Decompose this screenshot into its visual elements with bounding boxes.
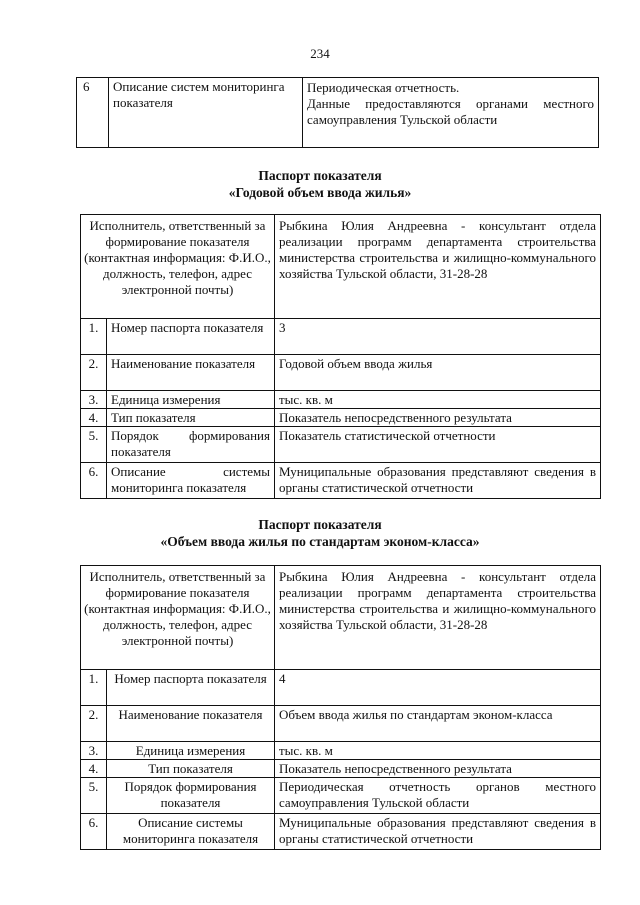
row-value: Муниципальные образования представляют сведения в органы статистической отчетности [275,814,601,850]
table-row [81,409,601,427]
row-label: Единица измерения [107,742,275,760]
row-value: 3 [275,319,601,355]
passport1-title: Паспорт показателя [258,168,382,183]
row-number: 4. [81,760,107,778]
row-label: Наименование показателя [107,706,275,742]
row-number: 3. [81,742,107,760]
table-row [81,742,601,760]
row-number: 5. [81,427,107,463]
row-value: Объем ввода жилья по стандартам эконом-класса [275,706,601,742]
table-row [81,355,601,391]
executor-value: Рыбкина Юлия Андреевна - консультант отдела реализации программ департамента строительства министерства строительства и жилищно-коммунального хозяйства Тульской области, 31-28-28 [275,566,601,670]
table-row [81,778,601,814]
passport1-table [80,214,601,499]
executor-label: Исполнитель, ответственный за формирование показателя (контактная информация: Ф.И.О., должность, телефон, адрес электронной почты) [81,566,275,670]
row-number: 2. [81,355,107,391]
executor-row [81,566,601,670]
page-number: 234 [310,46,330,61]
row-label: Описание системы мониторинга показателя [107,463,275,499]
row-number: 6. [81,463,107,499]
table-row [81,427,601,463]
table-row [81,706,601,742]
row-value: Периодическая отчетность органов местного самоуправления Тульской области [275,778,601,814]
row-label: Тип показателя [107,409,275,427]
passport2-subtitle: «Объем ввода жилья по стандартам эконом-класса» [160,534,480,549]
row-value: Показатель статистической отчетности [275,427,601,463]
row-value: тыс. кв. м [275,742,601,760]
table-row [81,814,601,850]
table-row [77,78,599,148]
table-row [81,760,601,778]
executor-label: Исполнитель, ответственный за формирование показателя (контактная информация: Ф.И.О., должность, телефон, адрес электронной почты) [81,215,275,319]
row-label: Порядок формирования показателя [107,427,275,463]
row-number: 1. [81,319,107,355]
row-label: Номер паспорта показателя [107,670,275,706]
passport2-table [80,565,601,850]
row-value: тыс. кв. м [275,391,601,409]
passport2-title: Паспорт показателя [258,517,382,532]
row-value: 4 [275,670,601,706]
row-label: Порядок формирования показателя [107,778,275,814]
table-row [81,319,601,355]
row-value: Годовой объем ввода жилья [275,355,601,391]
row-value: Показатель непосредственного результата [275,409,601,427]
row-number: 4. [81,409,107,427]
row-number: 3. [81,391,107,409]
row-label: Номер паспорта показателя [107,319,275,355]
row-number: 1. [81,670,107,706]
row-number: 5. [81,778,107,814]
row-label: Тип показателя [107,760,275,778]
table-row [81,670,601,706]
row-number: 6. [81,814,107,850]
passport1-subtitle: «Годовой объем ввода жилья» [228,185,412,200]
row-label: Описание системы мониторинга показателя [107,814,275,850]
row-value [303,78,599,148]
row-value: Показатель непосредственного результата [275,760,601,778]
executor-row [81,215,601,319]
row-value-line2: Данные предоставляются органами местного самоуправления Тульской области [307,96,594,127]
row-value: Муниципальные образования представляют сведения в органы статистической отчетности [275,463,601,499]
row-label: Описание систем мониторинга показателя [109,78,303,148]
row-number: 2. [81,706,107,742]
top-table [76,77,599,148]
row-label: Наименование показателя [107,355,275,391]
row-value-line1: Периодическая отчетность. [307,80,460,95]
table-row [81,463,601,499]
row-label: Единица измерения [107,391,275,409]
row-number: 6 [77,78,109,148]
table-row [81,391,601,409]
executor-value: Рыбкина Юлия Андреевна - консультант отдела реализации программ департамента строительства министерства строительства и жилищно-коммунального хозяйства Тульской области, 31-28-28 [275,215,601,319]
